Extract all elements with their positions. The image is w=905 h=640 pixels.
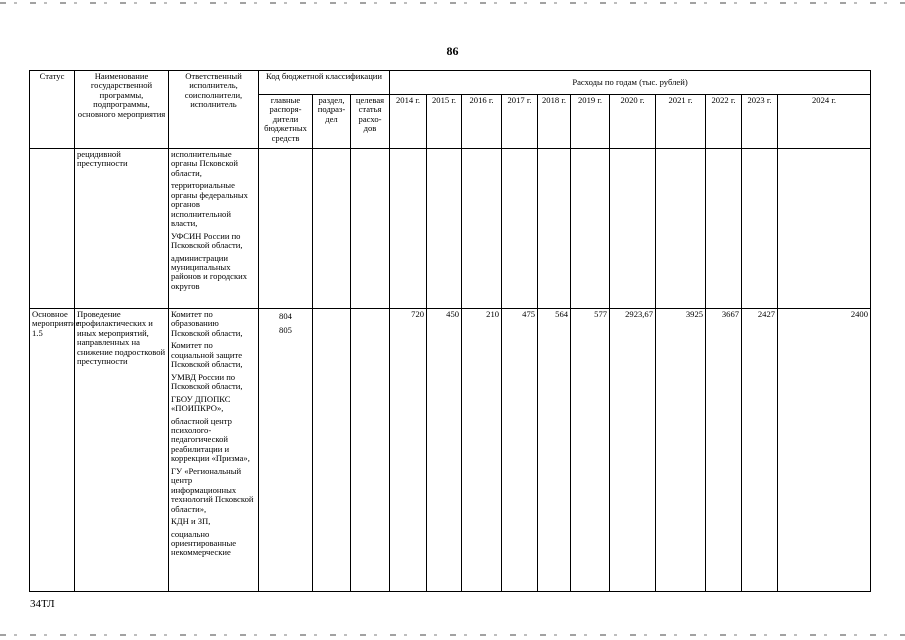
header-year: 2020 г. [610, 95, 656, 149]
value-cell [390, 149, 427, 309]
value-cell [538, 149, 571, 309]
executor-cell [169, 309, 259, 592]
name-cell: Проведение профилактических и иных мероприятий, направленных на снижение подростковой преступности [75, 309, 169, 592]
header-year: 2024 г. [778, 95, 871, 149]
executor-item: администрации муниципальных районов и городских округов [171, 252, 248, 291]
executor-item: социально ориентированные некоммерческие [171, 528, 237, 558]
value-cell: 577 [571, 309, 610, 592]
table-row [30, 149, 871, 309]
executor-item: КДН и ЗП, [171, 516, 211, 527]
header-year: 2014 г. [390, 95, 427, 149]
target-cell [351, 309, 390, 592]
value-cell [742, 149, 778, 309]
header-year: 2015 г. [427, 95, 462, 149]
value-cell [427, 149, 462, 309]
executor-item: ГУ «Региональный центр информационных технологий Псковской области», [171, 465, 254, 514]
header-name: Наименование государственной программы, подпрограммы, основного мероприятия [75, 71, 169, 149]
value-cell: 3667 [706, 309, 742, 592]
value-cell: 450 [427, 309, 462, 592]
codes-cell [259, 149, 313, 309]
header-status: Статус [30, 71, 75, 149]
codes-cell [259, 309, 313, 592]
header-year: 2017 г. [502, 95, 538, 149]
value-cell: 564 [538, 309, 571, 592]
header-year: 2022 г. [706, 95, 742, 149]
budget-table [29, 70, 871, 592]
header-row-1 [30, 71, 871, 95]
scan-edge-bottom [0, 634, 905, 636]
budget-manager-code: 804 [279, 311, 292, 321]
header-main-managers: главные распоря-дители бюджетных средств [259, 95, 313, 149]
executor-item: УМВД России по Псковской области, [171, 371, 243, 392]
header-year: 2019 г. [571, 95, 610, 149]
value-cell [778, 149, 871, 309]
header-section: раздел, подраз-дел [313, 95, 351, 149]
status-cell [30, 149, 75, 309]
value-cell: 210 [462, 309, 502, 592]
executor-item: областной центр психолого-педагогической реабилитации и коррекции «Призма», [171, 415, 250, 464]
value-cell: 2400 [778, 309, 871, 592]
header-year: 2021 г. [656, 95, 706, 149]
executor-item: ГБОУ ДПОПКС «ПОИПКРО», [171, 393, 231, 414]
header-expenses: Расходы по годам (тыс. рублей) [390, 71, 871, 95]
budget-manager-code: 805 [279, 324, 292, 335]
executor-cell [169, 149, 259, 309]
page-number: 86 [446, 44, 459, 58]
target-cell [351, 149, 390, 309]
value-cell: 3925 [656, 309, 706, 592]
executor-item: Комитет по социальной защите Псковской области, [171, 340, 243, 370]
executor-item: территориальные органы федеральных органов исполнительной власти, [171, 180, 248, 229]
header-budget-code: Код бюджетной классификации [259, 71, 390, 95]
executor-item: Комитет по образованию Псковской области, [171, 309, 243, 338]
executor-item: УФСИН России по Псковской области, [171, 230, 243, 251]
value-cell: 2427 [742, 309, 778, 592]
section-cell [313, 149, 351, 309]
header-year: 2018 г. [538, 95, 571, 149]
value-cell [610, 149, 656, 309]
value-cell [462, 149, 502, 309]
header-executor: Ответственный исполнитель, соисполнители, исполнитель [169, 71, 259, 149]
value-cell [706, 149, 742, 309]
scan-edge-top [0, 2, 905, 4]
section-cell [313, 309, 351, 592]
header-year: 2016 г. [462, 95, 502, 149]
table-row [30, 309, 871, 592]
value-cell: 475 [502, 309, 538, 592]
status-cell: Основное мероприятие 1.5 [30, 309, 75, 592]
executor-item: исполнительные органы Псковской области, [171, 149, 238, 178]
header-target-item: целевая статья расхо-дов [351, 95, 390, 149]
document-code: 34ТЛ [30, 598, 55, 610]
value-cell: 2923,67 [610, 309, 656, 592]
name-cell: рецидивной преступности [75, 149, 169, 309]
value-cell [656, 149, 706, 309]
value-cell [502, 149, 538, 309]
header-year: 2023 г. [742, 95, 778, 149]
value-cell [571, 149, 610, 309]
value-cell: 720 [390, 309, 427, 592]
